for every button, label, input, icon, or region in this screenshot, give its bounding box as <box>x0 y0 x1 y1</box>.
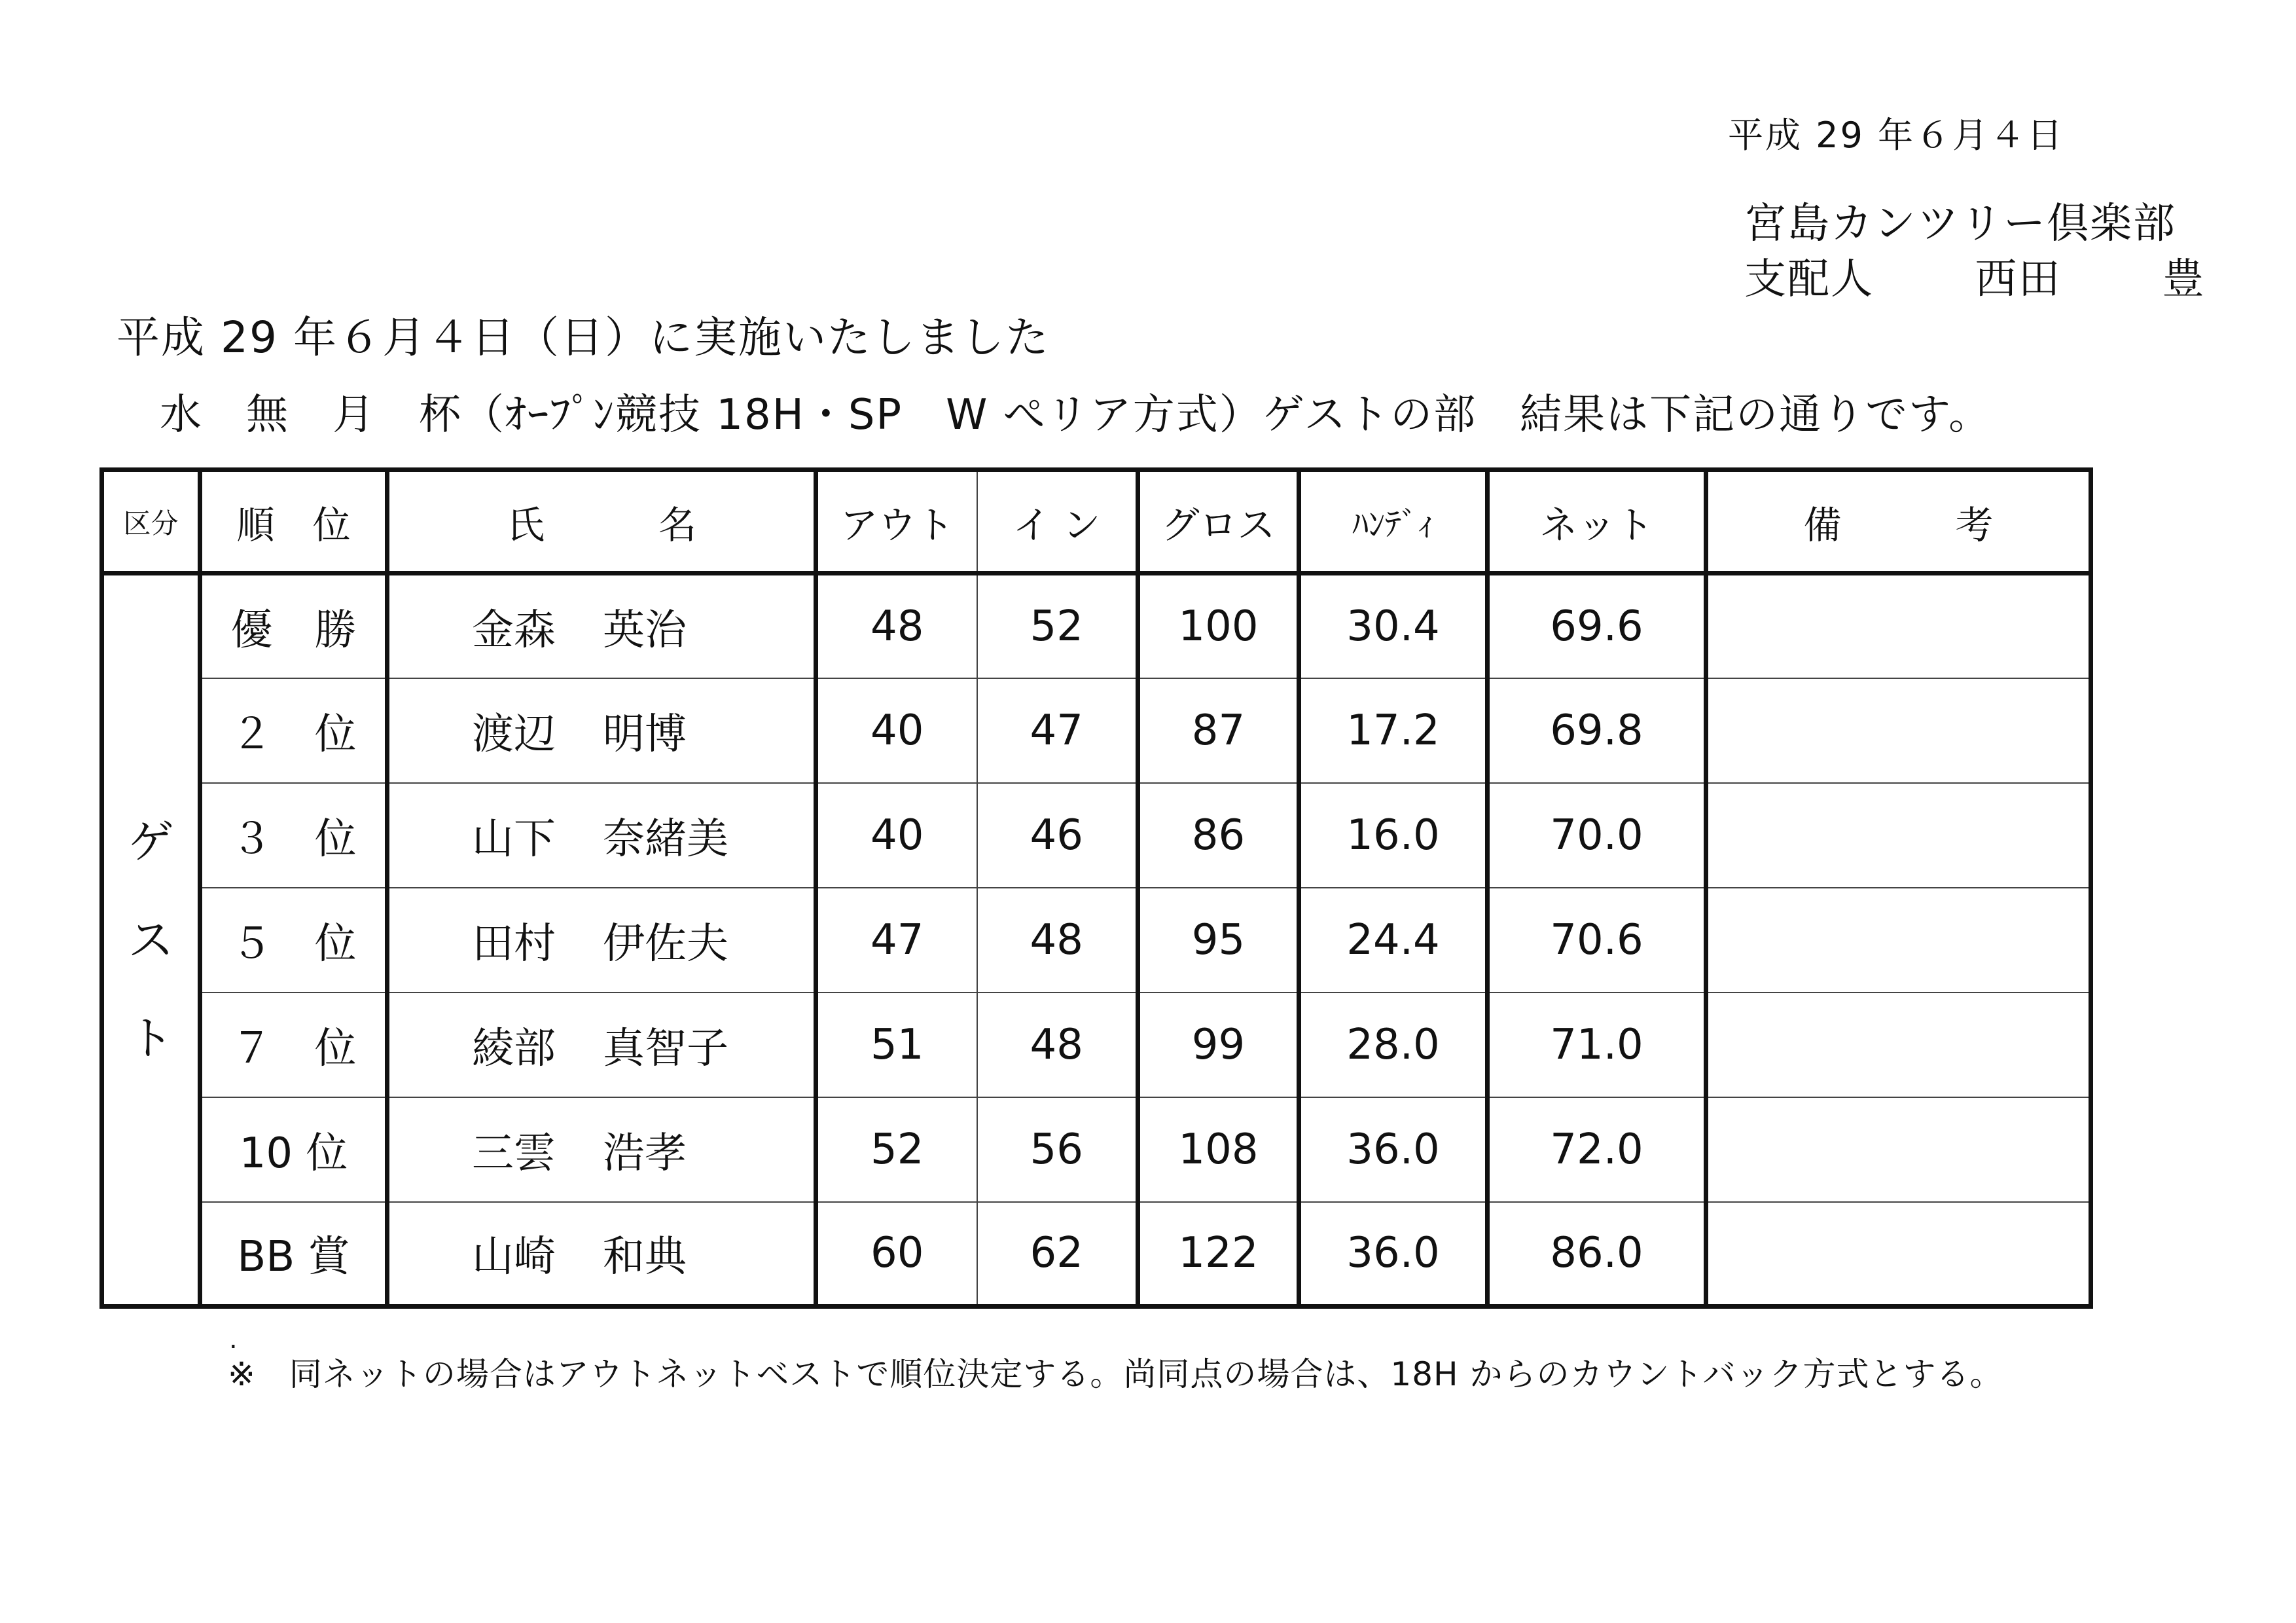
table-row <box>102 783 2091 888</box>
handicap-cell: 28.0 <box>1299 993 1488 1097</box>
table-row <box>102 888 2091 993</box>
remarks-cell <box>1706 678 2091 783</box>
remarks-cell <box>1706 783 2091 888</box>
handicap-cell: 17.2 <box>1299 678 1488 783</box>
table-row <box>102 1202 2091 1307</box>
header-out: アウト <box>816 470 977 574</box>
surname: 山崎 <box>472 1233 556 1282</box>
name-cell <box>387 1097 816 1202</box>
given-name: 明博 <box>603 710 687 759</box>
header-name: 氏 名 <box>387 470 816 574</box>
header-net: ネット <box>1488 470 1706 574</box>
handicap-cell: 16.0 <box>1299 783 1488 888</box>
out-cell: 40 <box>816 783 977 888</box>
category-char: ト <box>128 1011 174 1065</box>
header-handicap: ﾊﾝﾃﾞｨ <box>1299 470 1488 574</box>
name-cell <box>387 1202 816 1307</box>
gross-cell: 100 <box>1138 574 1299 678</box>
out-cell: 48 <box>816 574 977 678</box>
remarks-cell <box>1706 1097 2091 1202</box>
surname: 三雲 <box>472 1129 556 1178</box>
handicap-cell: 36.0 <box>1299 1097 1488 1202</box>
given-name: 浩孝 <box>603 1129 687 1178</box>
name-cell <box>387 888 816 993</box>
net-cell: 72.0 <box>1488 1097 1706 1202</box>
surname: 田村 <box>472 919 556 968</box>
out-cell: 47 <box>816 888 977 993</box>
net-cell: 69.6 <box>1488 574 1706 678</box>
surname: 山下 <box>472 814 556 864</box>
given-name: 真智子 <box>603 1024 728 1073</box>
rank-cell: BB 賞 <box>200 1202 387 1307</box>
gross-cell: 95 <box>1138 888 1299 993</box>
surname: 金森 <box>472 606 556 655</box>
header-remarks: 備 考 <box>1706 470 2091 574</box>
rank-cell: 優 勝 <box>200 574 387 678</box>
given-name: 和典 <box>603 1233 687 1282</box>
header-row <box>102 470 2091 574</box>
net-cell: 70.0 <box>1488 783 1706 888</box>
gross-cell: 99 <box>1138 993 1299 1097</box>
rank-cell: ７ 位 <box>200 993 387 1097</box>
name-cell <box>387 783 816 888</box>
header-rank: 順 位 <box>200 470 387 574</box>
given-name: 英治 <box>603 606 687 655</box>
footnote: ※ 同ネットの場合はアウトネットベストで順位決定する。尚同点の場合は、18H からのカウントバック方式とする。 <box>228 1355 2003 1393</box>
gross-cell: 122 <box>1138 1202 1299 1307</box>
net-cell: 86.0 <box>1488 1202 1706 1307</box>
category-cell-guest <box>102 574 200 1307</box>
remarks-cell <box>1706 993 2091 1097</box>
net-cell: 70.6 <box>1488 888 1706 993</box>
note-dot: . <box>229 1324 238 1355</box>
out-cell: 51 <box>816 993 977 1097</box>
name-cell <box>387 993 816 1097</box>
header-division: 区分 <box>102 470 200 574</box>
in-cell: 48 <box>977 993 1138 1097</box>
out-cell: 60 <box>816 1202 977 1307</box>
header-gross: グロス <box>1138 470 1299 574</box>
manager-line: 支配人 西田 豊 <box>1744 255 2206 304</box>
gross-cell: 108 <box>1138 1097 1299 1202</box>
out-cell: 52 <box>816 1097 977 1202</box>
category-char: ゲ <box>128 814 174 869</box>
given-name: 奈緒美 <box>603 814 728 864</box>
document-date: 平成 29 年６月４日 <box>1728 115 2065 156</box>
header-in: イ ン <box>977 470 1138 574</box>
remarks-cell <box>1706 574 2091 678</box>
results-table <box>99 467 2093 1309</box>
remarks-cell <box>1706 1202 2091 1307</box>
surname: 渡辺 <box>472 710 556 759</box>
name-cell <box>387 574 816 678</box>
handicap-cell: 24.4 <box>1299 888 1488 993</box>
net-cell: 71.0 <box>1488 993 1706 1097</box>
gross-cell: 86 <box>1138 783 1299 888</box>
net-cell: 69.8 <box>1488 678 1706 783</box>
given-name: 伊佐夫 <box>603 919 728 968</box>
rank-cell: ２ 位 <box>200 678 387 783</box>
table-row <box>102 678 2091 783</box>
handicap-cell: 30.4 <box>1299 574 1488 678</box>
remarks-cell <box>1706 888 2091 993</box>
handicap-cell: 36.0 <box>1299 1202 1488 1307</box>
out-cell: 40 <box>816 678 977 783</box>
table-row <box>102 993 2091 1097</box>
surname: 綾部 <box>472 1024 556 1073</box>
in-cell: 47 <box>977 678 1138 783</box>
rank-cell: ５ 位 <box>200 888 387 993</box>
in-cell: 46 <box>977 783 1138 888</box>
in-cell: 48 <box>977 888 1138 993</box>
in-cell: 62 <box>977 1202 1138 1307</box>
in-cell: 52 <box>977 574 1138 678</box>
in-cell: 56 <box>977 1097 1138 1202</box>
club-name: 宮島カンツリー倶楽部 <box>1744 200 2176 248</box>
table-row <box>102 1097 2091 1202</box>
category-char: ス <box>128 913 174 967</box>
gross-cell: 87 <box>1138 678 1299 783</box>
name-cell <box>387 678 816 783</box>
rank-cell: ３ 位 <box>200 783 387 888</box>
rank-cell: 10 位 <box>200 1097 387 1202</box>
table-row <box>102 574 2091 678</box>
intro-text: 平成 29 年６月４日（日）に実施いたしました <box>117 312 1050 363</box>
tournament-subtitle: 水 無 月 杯（ｵｰﾌﾟﾝ競技 18H・SP W ぺリア方式）ゲストの部 結果は下記の通りです。 <box>160 391 1992 439</box>
